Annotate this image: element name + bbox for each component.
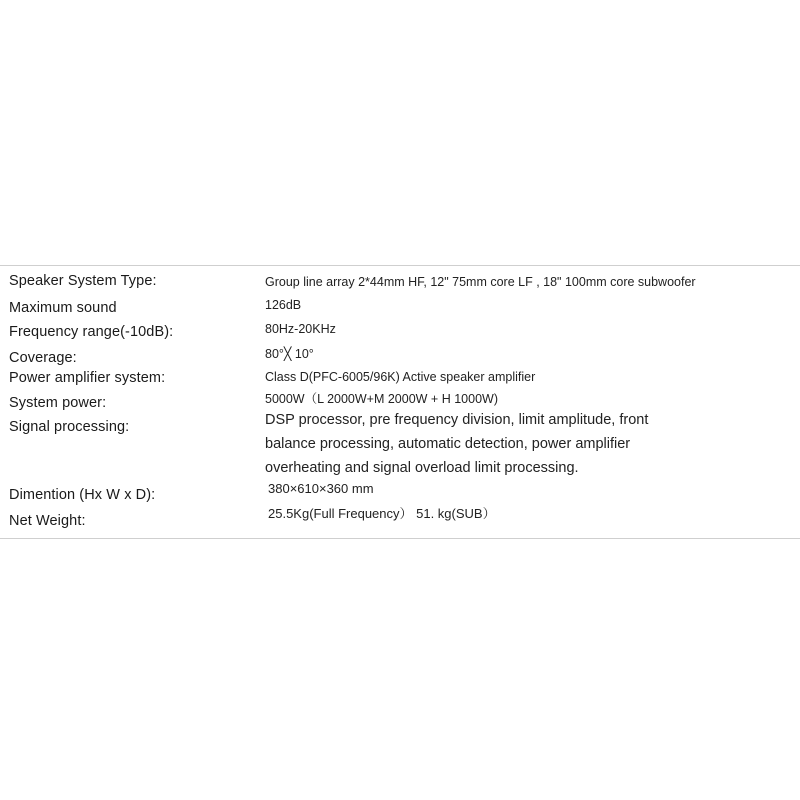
spec-value-maximum-sound bbox=[265, 297, 301, 313]
spec-table bbox=[0, 265, 800, 539]
spec-label-power-amplifier-system: Power amplifier system: bbox=[9, 370, 166, 386]
spec-value-power-amplifier-system bbox=[265, 369, 535, 385]
spec-value-line: 80Hz-20KHz bbox=[265, 322, 336, 336]
spec-value-speaker-system-type bbox=[265, 274, 696, 290]
spec-value-dimension bbox=[268, 481, 374, 497]
spec-label-net-weight: Net Weight: bbox=[9, 513, 86, 529]
spec-label-frequency-range: Frequency range(-10dB): bbox=[9, 324, 174, 340]
spec-value-line: 126dB bbox=[265, 298, 302, 312]
spec-value-system-power bbox=[265, 391, 498, 407]
spec-label-speaker-system-type: Speaker System Type: bbox=[9, 273, 157, 289]
spec-value-net-weight bbox=[268, 506, 496, 522]
spec-value-line: overheating and signal overload limit processing. bbox=[265, 460, 579, 476]
spec-value-frequency-range bbox=[265, 321, 336, 337]
spec-label-signal-processing: Signal processing: bbox=[9, 419, 130, 435]
spec-value-line: 5000W（L 2000W+M 2000W + H 1000W) bbox=[265, 392, 498, 406]
spec-value-line: balance processing, automatic detection, power amplifier bbox=[265, 436, 631, 452]
spec-value-line: 80°╳ 10° bbox=[265, 347, 314, 361]
spec-label-system-power: System power: bbox=[9, 395, 107, 411]
spec-value-line: 25.5Kg(Full Frequency） 51. kg(SUB） bbox=[268, 506, 496, 521]
spec-value-coverage bbox=[265, 346, 314, 362]
spec-value-line: 380×610×360 mm bbox=[268, 481, 374, 496]
spec-label-dimension: Dimention (Hx W x D): bbox=[9, 487, 156, 503]
spec-value-line: Group line array 2*44mm HF, 12" 75mm core LF , 18" 100mm core subwoofer bbox=[265, 275, 696, 289]
spec-value-line: DSP processor, pre frequency division, limit amplitude, front bbox=[265, 412, 649, 428]
spec-label-maximum-sound: Maximum sound bbox=[9, 300, 117, 316]
spec-value-signal-processing bbox=[265, 408, 648, 480]
spec-value-line: Class D(PFC-6005/96K) Active speaker amplifier bbox=[265, 370, 536, 384]
spec-label-coverage: Coverage: bbox=[9, 350, 77, 366]
